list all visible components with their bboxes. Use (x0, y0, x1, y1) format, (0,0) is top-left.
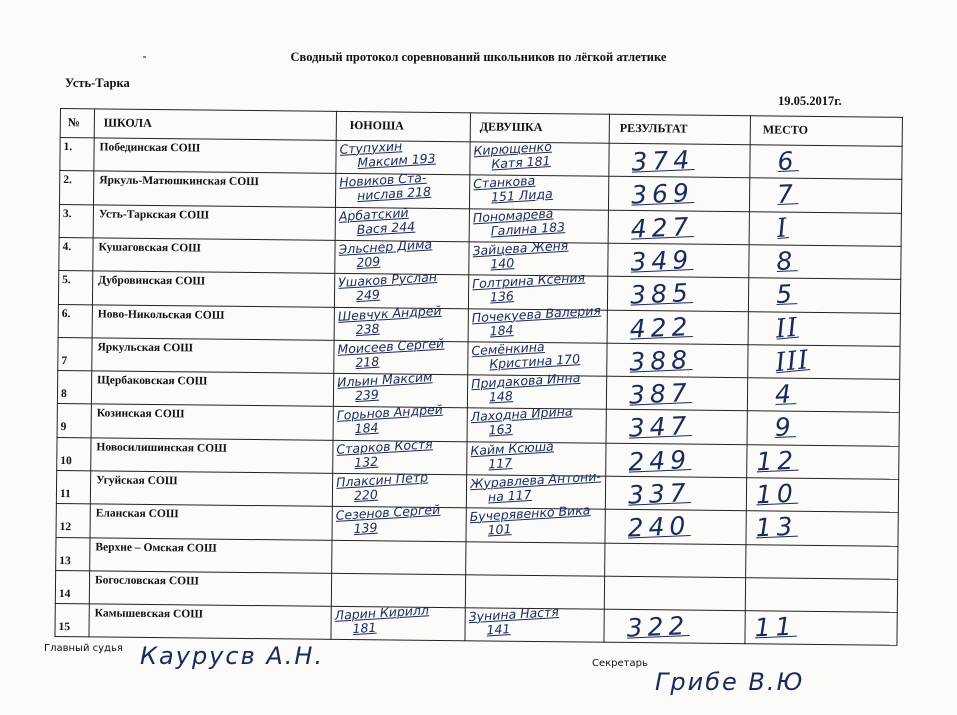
row-number: 7 (61, 354, 68, 367)
school-name: Щербаковская СОШ (97, 374, 208, 388)
boy-entry: Горьнов Андрей (336, 402, 444, 424)
row-number: 2. (63, 174, 72, 187)
result-value: 374 (630, 145, 695, 177)
boy-entry: Ушаков Руслан (337, 269, 438, 291)
boy-entry: 181 (352, 619, 377, 637)
school-name: Дубровинская СОШ (98, 274, 206, 288)
place-value: 12 (755, 445, 799, 477)
girl-entry: 136 (489, 288, 515, 305)
school-name: Ново-Никольская СОШ (97, 307, 225, 322)
girl-entry: Голтрина Ксения (471, 269, 586, 292)
boy-entry: 239 (354, 386, 380, 404)
boy-entry: нислав 218 (356, 184, 432, 204)
girl-entry: 184 (489, 321, 514, 338)
row-number: 4. (62, 240, 72, 254)
school-name: Усть-Таркская СОШ (98, 208, 209, 222)
girl-entry: Зайцева Женя (472, 237, 569, 259)
boy-entry: 218 (354, 353, 380, 370)
school-name: Камышевская СОШ (94, 607, 203, 621)
school-name: Верхне – Омская СОШ (95, 540, 217, 555)
boy-entry: Вася 244 (356, 218, 416, 237)
result-value: 422 (629, 311, 694, 344)
table-hline (60, 108, 903, 118)
girl-entry: 140 (489, 255, 515, 272)
girl-entry: 141 (486, 621, 511, 638)
header-girl: ДЕВУШКА (479, 119, 543, 135)
header-boy: ЮНОША (349, 118, 404, 133)
girl-entry: 148 (488, 388, 514, 405)
place-value: 11 (754, 611, 798, 643)
boy-entry: 220 (353, 486, 379, 504)
boy-entry: 209 (355, 253, 381, 270)
row-number: 10 (60, 454, 72, 467)
place-value: 10 (755, 478, 799, 510)
girl-entry: Лаходна Ирина (470, 403, 573, 425)
school-name: Побединская СОШ (99, 141, 201, 155)
place-value: 6 (776, 146, 799, 177)
girl-entry: Бучерявенко Вика (469, 502, 591, 525)
girl-entry: Семёнкина (471, 338, 545, 359)
row-number: 9 (60, 421, 67, 434)
boy-entry: Старков Костя (335, 435, 434, 457)
girl-entry: 151 Лида (490, 186, 554, 205)
boy-entry: 249 (355, 286, 381, 304)
location-label: Усть-Тарка (65, 76, 130, 90)
place-value: 8 (775, 246, 798, 276)
place-value: 7 (776, 179, 799, 210)
girl-entry: Почекуева Валерия (471, 302, 602, 325)
header-num: № (67, 115, 80, 130)
boy-entry: Ступухин (339, 138, 403, 157)
header-place: МЕСТО (762, 122, 809, 137)
result-value: 347 (628, 411, 692, 443)
boy-entry: Эльснер Дима (338, 236, 433, 257)
boy-entry: Арбатский (338, 204, 409, 224)
girl-entry: 117 (487, 454, 513, 472)
girl-entry: Кайм Ксюша (469, 438, 555, 458)
result-value: 349 (629, 244, 694, 277)
result-value: 388 (628, 344, 693, 377)
document-title: Сводный протокол соревнований школьников по лёгкой атлетике (290, 50, 667, 64)
school-name: Яркульская СОШ (97, 341, 194, 355)
place-value: 5 (775, 279, 798, 310)
place-value: II (774, 312, 800, 345)
girl-entry: Журавлева Антони- (469, 468, 602, 492)
girl-entry: Придакова Инна (470, 369, 581, 392)
results-table (54, 108, 902, 646)
secretary-signature: Грибе В.Ю (655, 668, 805, 696)
place-value: I (775, 212, 790, 244)
school-name: Кушаговская СОШ (98, 241, 201, 255)
girl-entry: 101 (487, 521, 512, 538)
row-number: 13 (59, 554, 71, 567)
girl-entry: 163 (488, 421, 513, 438)
result-value: 369 (630, 178, 695, 210)
boy-entry: 238 (355, 320, 380, 337)
girl-entry: Кристина 170 (488, 350, 581, 372)
school-name: Угуйская СОШ (96, 474, 178, 488)
date-label: 19.05.2017г. (778, 94, 842, 108)
boy-entry: Максим 193 (356, 150, 436, 171)
boy-entry: Шевчук Андрей (337, 302, 442, 324)
school-name: Козинская СОШ (96, 407, 185, 421)
boy-entry: Ильин Максим (336, 369, 433, 390)
row-number: 14 (58, 587, 71, 601)
boy-entry: 132 (353, 453, 379, 470)
judge-label: Главный судья (44, 643, 123, 654)
result-value: 249 (627, 444, 692, 477)
result-value: 322 (626, 611, 690, 643)
row-number: 8 (60, 388, 67, 401)
school-name: Еланская СОШ (95, 507, 179, 521)
row-number: 6. (61, 307, 71, 320)
school-name: Новосилишинская СОШ (96, 441, 227, 455)
result-value: 385 (629, 278, 694, 310)
header-result: РЕЗУЛЬТАТ (619, 120, 688, 136)
header-school: ШКОЛА (103, 115, 152, 130)
boy-entry: 184 (354, 420, 379, 437)
row-number: 12 (59, 521, 72, 534)
girl-entry: на 117 (487, 486, 532, 505)
result-value: 387 (628, 378, 693, 410)
row-number: 15 (58, 621, 71, 634)
row-number: 5. (62, 274, 71, 287)
girl-entry: Станкова (472, 172, 536, 192)
place-value: 9 (774, 412, 797, 443)
result-value: 427 (630, 211, 695, 244)
girl-entry: Кирющенко (473, 138, 553, 159)
boy-entry: Ларин Кирилл (334, 602, 430, 624)
boy-entry: Новиков Ста- (338, 170, 427, 191)
place-value: III (774, 344, 811, 379)
girl-entry: Катя 181 (490, 153, 551, 172)
boy-entry: Моисеев Сергей (337, 335, 445, 357)
place-value: 13 (755, 511, 799, 543)
girl-entry: Галина 183 (490, 218, 566, 239)
girl-entry: Пономарева (472, 205, 554, 225)
boy-entry: Сезенов Сергей (335, 502, 441, 524)
result-value: 240 (627, 511, 691, 543)
place-value: 4 (774, 379, 797, 410)
secretary-label: Секретарь (592, 658, 648, 669)
row-number: 11 (59, 488, 71, 501)
boy-entry: 139 (353, 519, 378, 537)
boy-entry: Плаксин Петр (335, 469, 429, 490)
result-value: 337 (627, 477, 692, 510)
judge-signature: Каурусв А.Н. (140, 642, 325, 670)
girl-entry: Зунина Настя (468, 604, 560, 625)
row-number: 3. (62, 207, 72, 220)
school-name: Богословская СОШ (94, 574, 199, 588)
school-name: Яркуль-Матюшкинская СОШ (99, 174, 259, 189)
row-number: 1. (63, 141, 73, 154)
